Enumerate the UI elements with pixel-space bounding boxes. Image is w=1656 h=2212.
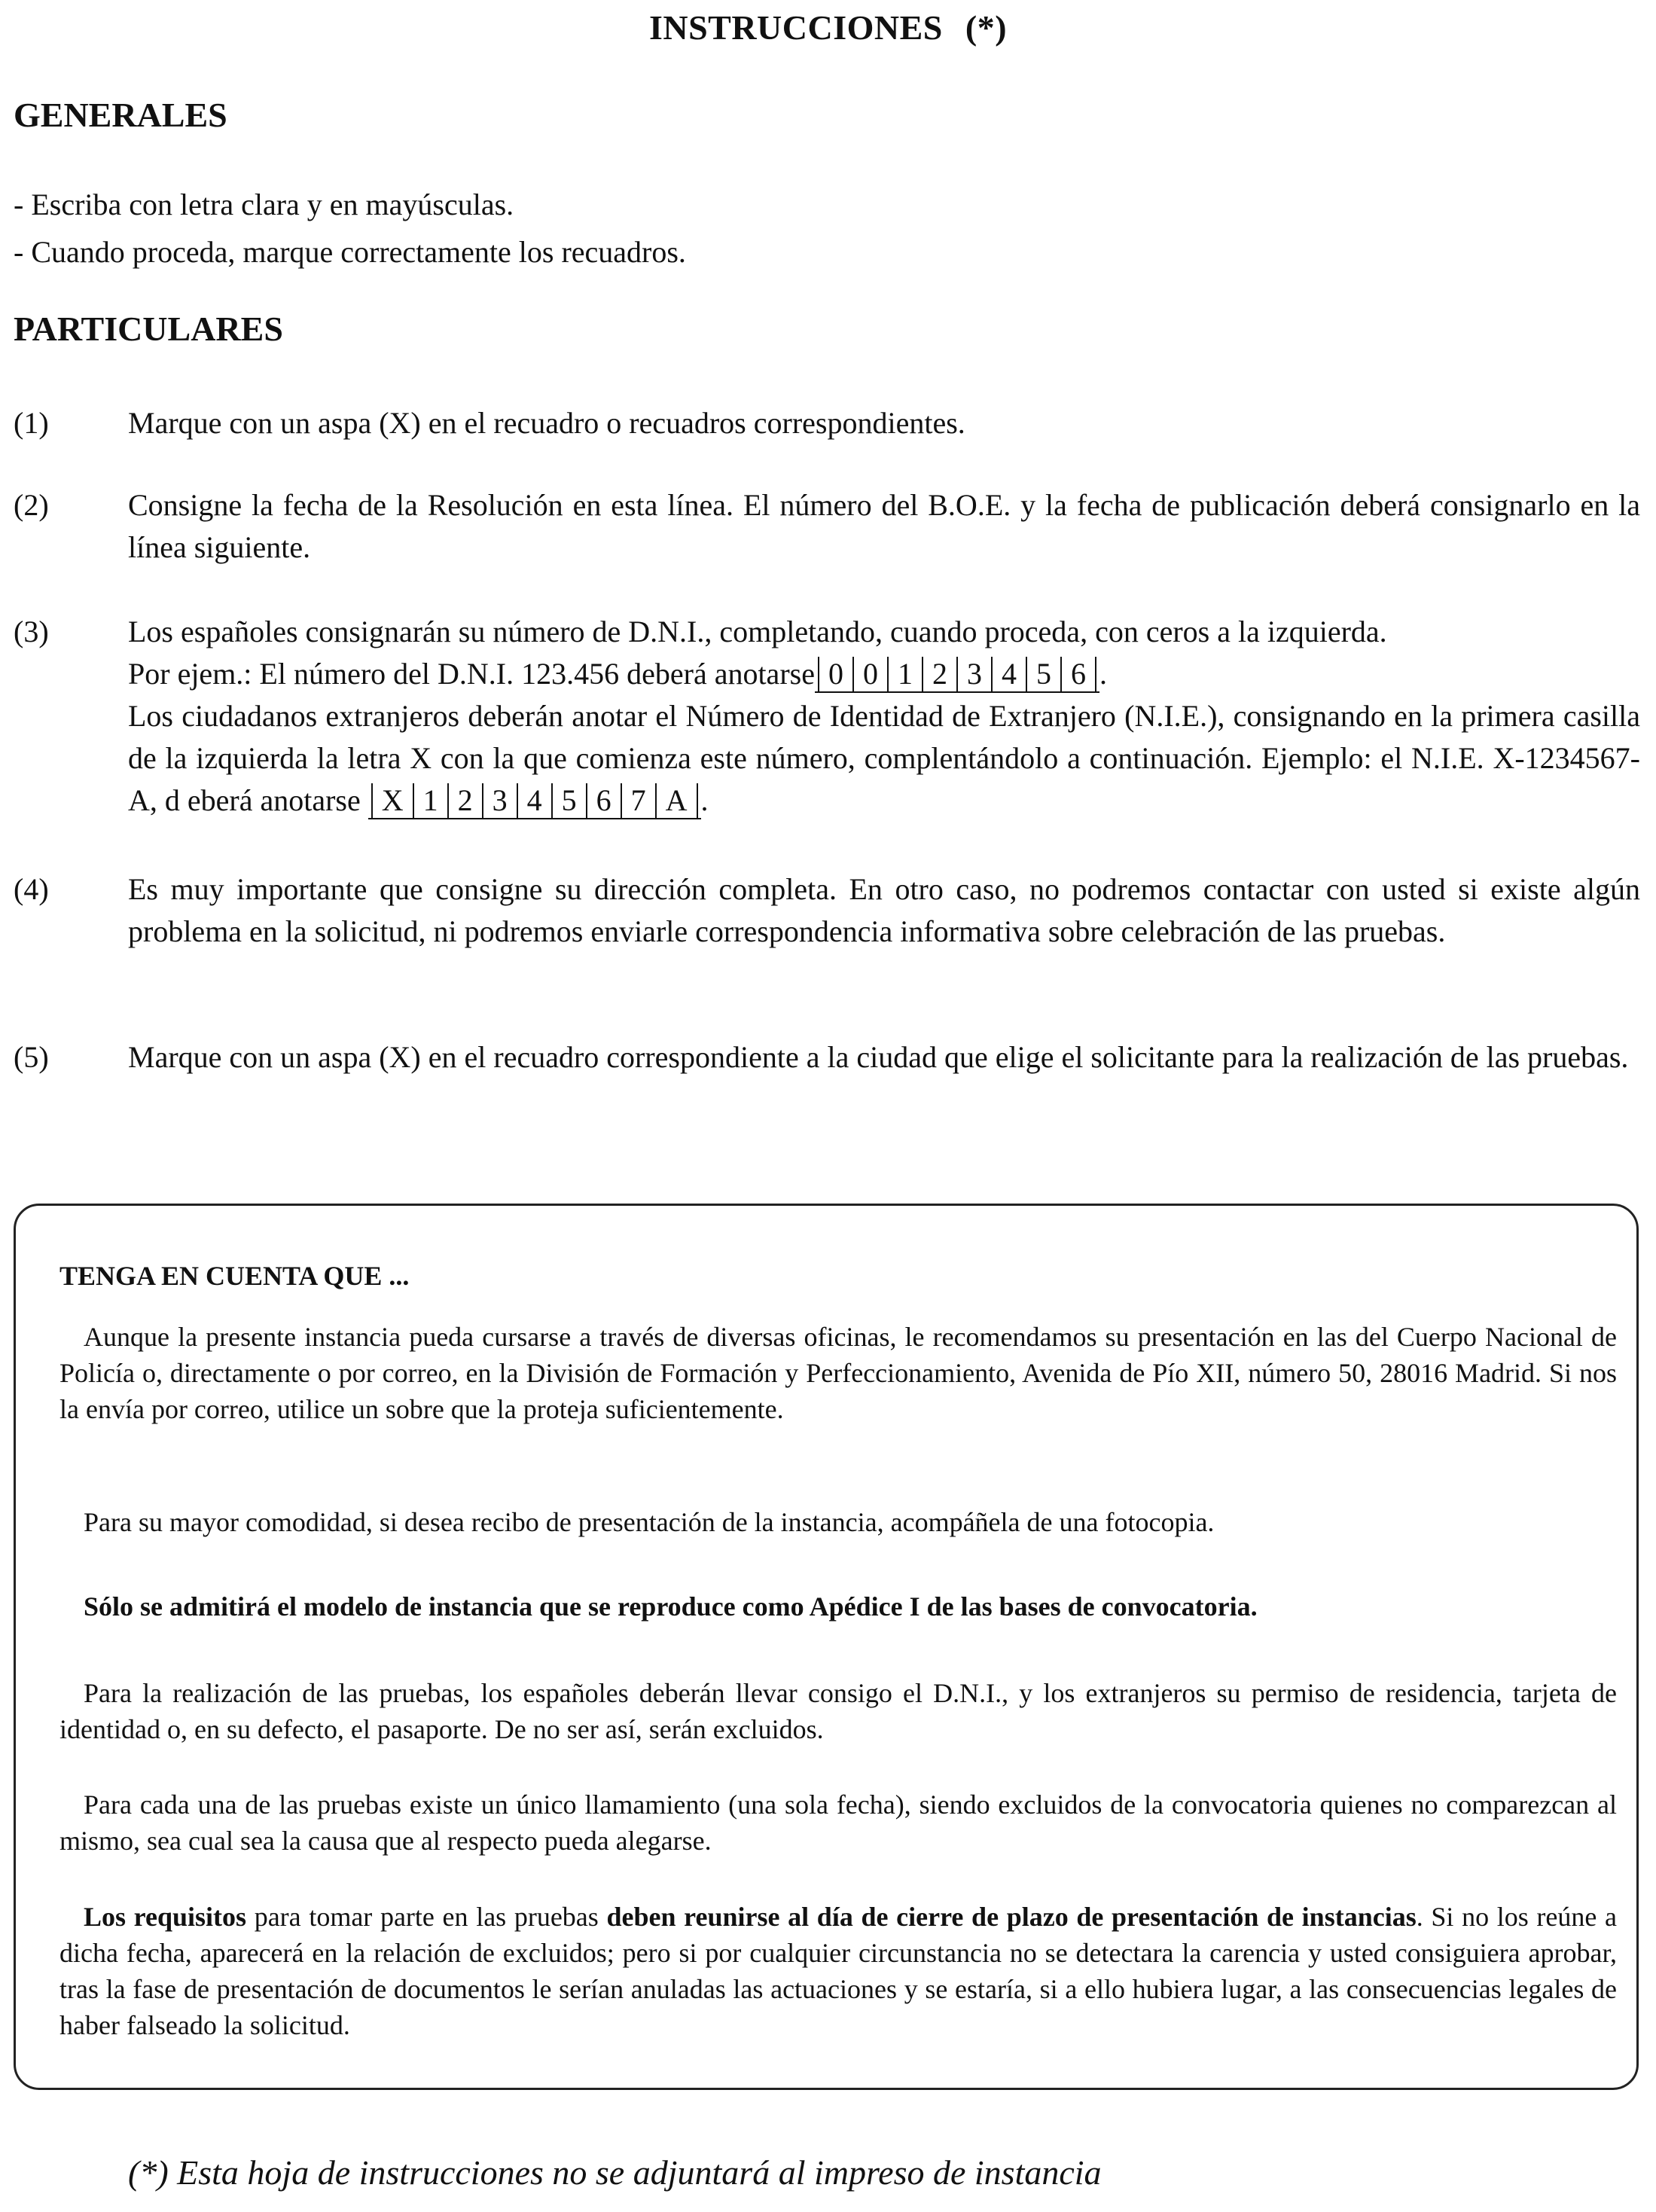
section-heading-generales: GENERALES bbox=[14, 96, 227, 134]
list-item: - Escriba con letra clara y en mayúsculas. bbox=[14, 188, 514, 221]
notice-paragraph: Aunque la presente instancia pueda cursarse a través de diversas oficinas, le recomendamos su presentación en las del Cuerpo Nacional de Policía o, directamente o por correo, en la División de Formación y Perfeccionamiento, Avenida de Pío XII, número 50, 28016 Madrid. Si nos la envía por correo, utilice un sobre que la proteja suficientemente. bbox=[59, 1322, 1617, 1424]
nie-boxes-example bbox=[368, 783, 701, 819]
notice-paragraph: Para su mayor comodidad, si desea recibo de presentación de la instancia, acompáñela de una fotocopia. bbox=[84, 1507, 1215, 1537]
item-number: (5) bbox=[14, 1040, 49, 1074]
item-text: Los ciudadanos extranjeros deberán anotar el Número de Identidad de Extranjero (N.I.E.), consignando en la primera casilla de la izquierda la letra X con la que comienza este número, complentándolo a continuación. Ejemplo: el N.I.E. X-1234567-A, d eberá anotarse bbox=[128, 699, 1640, 817]
item-text: Marque con un aspa (X) en el recuadro correspondiente a la ciudad que elige el solicitante para la realización de las pruebas. bbox=[128, 1040, 1629, 1074]
notice-heading: TENGA EN CUENTA QUE ... bbox=[59, 1261, 410, 1291]
item-text: Marque con un aspa (X) en el recuadro o recuadros correspondientes. bbox=[128, 406, 965, 440]
item-text: Es muy importante que consigne su dirección completa. En otro caso, no podremos contactar con usted si existe algún problema en la solicitud, ni podremos enviarle correspondencia informativa sobre celebración de las pruebas. bbox=[128, 872, 1640, 948]
footer-note: (*) Esta hoja de instrucciones no se adjuntará al impreso de instancia bbox=[128, 2153, 1102, 2192]
title-text: INSTRUCCIONES bbox=[648, 8, 943, 47]
item-number: (2) bbox=[14, 488, 49, 522]
nie-box: 5 bbox=[551, 783, 586, 818]
notice-paragraph-bold: Sólo se admitirá el modelo de instancia que se reproduce como Apédice I de las bases de convocatoria. bbox=[84, 1591, 1258, 1622]
general-instructions-list bbox=[14, 181, 686, 276]
nie-box: 1 bbox=[413, 783, 447, 818]
dni-box: 2 bbox=[922, 657, 956, 691]
instruction-item-5 bbox=[14, 1036, 1640, 1079]
page-title bbox=[0, 8, 1656, 47]
item-number: (1) bbox=[14, 406, 49, 440]
nie-example-text: Los ciudadanos extranjeros deberán anotar el Número de Identidad de Extranjero (N.I.E.), consignando en la primera casilla de la izquierda la letra X con la que comienza este número, complentándolo a continuación. Ejemplo: el N.I.E. X-1234567-A, d eberá anotarse X 1 2 3 4 5 6 7 A . bbox=[128, 695, 1640, 822]
dni-box: 5 bbox=[1026, 657, 1060, 691]
paragraph-text: . Si no los reúne a dicha fecha, aparecerá en la relación de excluidos; pero si por cualquier circunstancia no se detectara la carencia y usted consiguiera aprobar, tras la fase de presentación de documentos le serían anuladas las actuaciones y se estaría, si a ello hubiera lugar, a las consecuencias legales de haber falseado la solicitud. bbox=[59, 1902, 1617, 2040]
dni-example-line: Por ejem.: El número del D.N.I. 123.456 deberá anotarse 0 0 1 2 3 4 5 6 . bbox=[128, 653, 1640, 695]
instruction-item-2 bbox=[14, 484, 1640, 569]
dni-box: 1 bbox=[887, 657, 922, 691]
dni-box: 4 bbox=[991, 657, 1026, 691]
paragraph-text: para tomar parte en las pruebas bbox=[246, 1902, 607, 1932]
instruction-item-1 bbox=[14, 402, 1640, 444]
notice-paragraph-requisitos bbox=[59, 1899, 1617, 2043]
notice-paragraph: Para cada una de las pruebas existe un único llamamiento (una sola fecha), siendo excluidos de la convocatoria quienes no comparezcan al mismo, sea cual sea la causa que al respecto pueda alegarse. bbox=[59, 1789, 1617, 1856]
dni-box: 3 bbox=[956, 657, 991, 691]
instruction-item-4 bbox=[14, 868, 1640, 953]
nie-box: 3 bbox=[482, 783, 517, 818]
dni-box: 6 bbox=[1060, 657, 1096, 691]
nie-box: X bbox=[371, 783, 413, 818]
emphasis-text: Los requisitos bbox=[84, 1902, 247, 1932]
section-heading-particulares: PARTICULARES bbox=[14, 310, 283, 348]
notice-box bbox=[14, 1204, 1639, 2090]
nie-box: 2 bbox=[447, 783, 482, 818]
dni-box: 0 bbox=[852, 657, 887, 691]
instruction-item-3 bbox=[14, 611, 1640, 822]
emphasis-text: deben reunirse al día de cierre de plazo de presentación de instancias bbox=[606, 1902, 1417, 1932]
nie-box: A bbox=[655, 783, 698, 818]
item-text: Por ejem.: El número del D.N.I. 123.456 deberá anotarse bbox=[128, 657, 815, 691]
dni-box: 0 bbox=[818, 657, 852, 691]
item-number: (4) bbox=[14, 872, 49, 906]
item-text: Los españoles consignarán su número de D.N.I., completando, cuando proceda, con ceros a la izquierda. bbox=[128, 615, 1387, 648]
nie-box: 4 bbox=[517, 783, 551, 818]
list-item: - Cuando proceda, marque correctamente los recuadros. bbox=[14, 235, 686, 269]
item-number: (3) bbox=[14, 615, 49, 648]
item-text: Consigne la fecha de la Resolución en esta línea. El número del B.O.E. y la fecha de publicación deberá consignarlo en la línea siguiente. bbox=[128, 488, 1640, 564]
dni-boxes-example bbox=[815, 657, 1099, 693]
nie-box: 7 bbox=[621, 783, 655, 818]
notice-paragraph: Para la realización de las pruebas, los españoles deberán llevar consigo el D.N.I., y los extranjeros su permiso de residencia, tarjeta de identidad o, en su defecto, el pasaporte. De no ser así, serán excluidos. bbox=[59, 1678, 1617, 1744]
title-footnote-mark: (*) bbox=[965, 8, 1008, 47]
nie-box: 6 bbox=[586, 783, 621, 818]
